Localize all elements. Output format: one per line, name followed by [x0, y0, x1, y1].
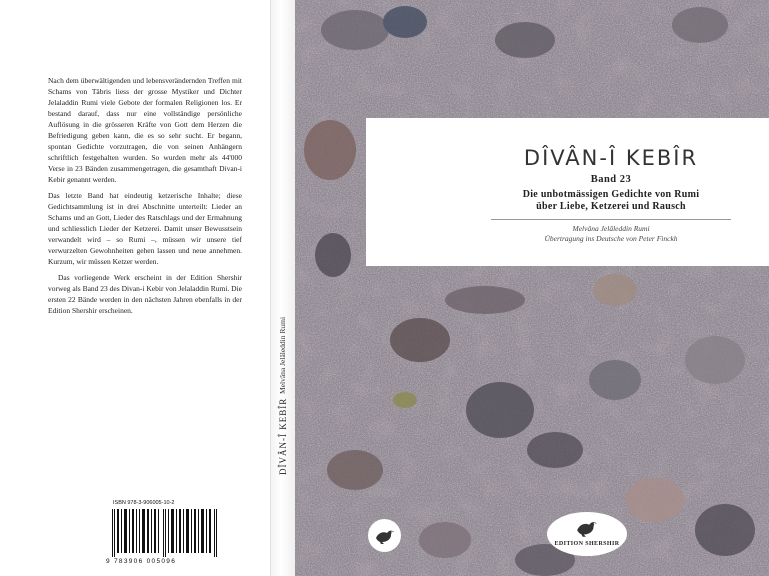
subtitle-line-1: Die unbotmässigen Gedichte von Rumi: [522, 189, 700, 200]
blurb-paragraph-1: Nach dem überwältigenden und lebensverändernden Treffen mit Schams von Täbris liess der grosse Mystiker und Dichter Jelaladdin Rumi viele Gebote der formalen Religionen los. Er bestand darauf, dass nur eine vollständige persönliche Auflösung in die grösseren Kräfte von Gott dem Herzen die Befriedigung geben kann, die es so sehr sucht. Er begann, spontan Gedichte vorzutragen, die von seinen Anhängern schriftlich festgehalten wurden. So wurden mehr als 44'000 Verse in 23 Bänden zusammengetragen, die gesamthaft Divan-i Kebir genannt werden.: [48, 76, 242, 184]
title-panel: [366, 118, 769, 266]
title-divider: [491, 219, 731, 220]
spine-title: DÎVÂN-Î KEBÎR: [278, 397, 288, 475]
back-cover: [0, 0, 270, 576]
publisher-name: EDITION SHERSHIR: [554, 541, 620, 547]
blurb-paragraph-3: Das vorliegende Werk erscheint in der Edition Shershir vorweg als Band 23 des Divan-i Kebir von Jelaladdin Rumi. Die ersten 22 Bände werden in den nächsten Jahren ebenfalls in der Edition Shershir erscheinen.: [48, 273, 242, 315]
granite-texture-icon: [295, 0, 769, 576]
blurb-paragraph-2: Das letzte Band hat eindeutig ketzerische Inhalte; diese Gedichtsammlung ist in drei Abschnitte unterteilt: Lieder an Schams und an Gott, Lieder des Ratschlags und der Ermahnung und schliesslich Lieder der Ketzerei. Damit unser Bewusstsein verwandelt wird – so Rumi –, müssen wir unsere tief verwurzelten Gewohnheiten gehen lassen und neue annehmen. Kurzum, wir müssen Ketzer werden.: [48, 191, 242, 266]
publisher-badge: [547, 512, 627, 556]
bird-icon: [575, 518, 599, 538]
spine-logo: [368, 519, 401, 552]
title-block: [491, 118, 731, 244]
subtitle-line-2: über Liebe, Ketzerei und Rausch: [536, 201, 686, 212]
volume-label: Band 23: [590, 174, 632, 185]
back-cover-blurb: [48, 75, 242, 321]
barcode-icon: [110, 509, 222, 557]
translator-credit: Übertragung ins Deutsche von Peter Finckh: [544, 234, 678, 243]
isbn-label: ISBN 978-3-906005-10-2: [113, 500, 175, 506]
book-title: DÎVÂN-Î KEBÎR: [523, 146, 699, 170]
spine-text: [274, 215, 290, 475]
author-credit: Melvâna Jelâleddin Rumi: [572, 224, 650, 233]
front-cover: [295, 0, 769, 576]
barcode-digits: 9 783906 005096: [106, 558, 177, 565]
spine-author: Melvâna Jelâleddin Rumi: [278, 316, 287, 394]
book-subtitle: [491, 189, 731, 213]
bird-icon: [374, 527, 396, 545]
